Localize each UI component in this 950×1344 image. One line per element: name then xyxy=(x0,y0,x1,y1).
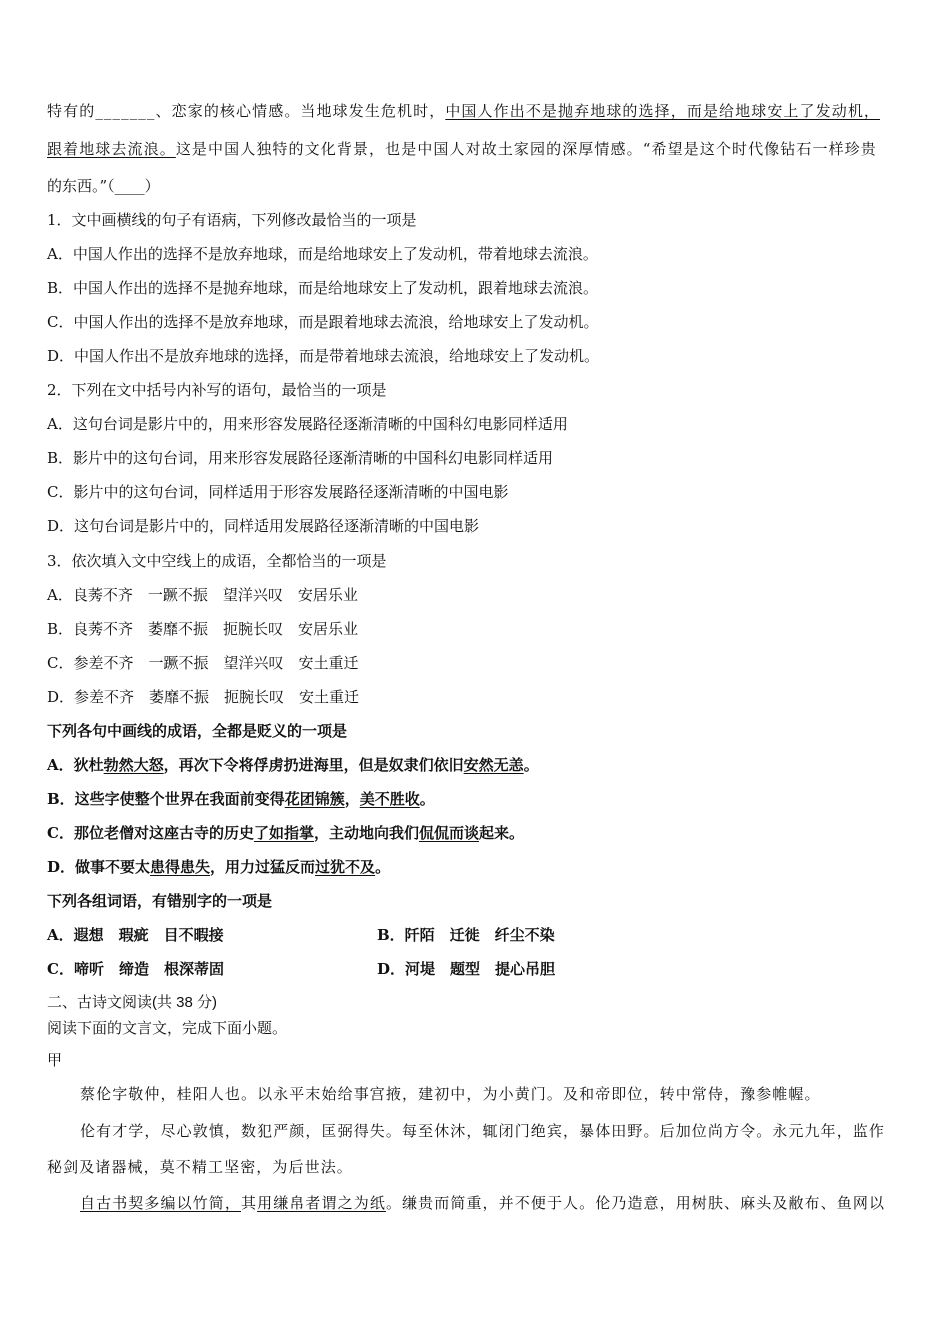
option-text: 。 xyxy=(419,790,435,808)
question-4-stem: 下列各句中画线的成语，全都是贬义的一项是 xyxy=(47,722,348,740)
underlined-sentence: 中国人作出不是抛弃地球的选择，而是给地球安上了发动机， xyxy=(445,102,881,120)
option-text: 。 xyxy=(375,858,391,876)
question-5-stem: 下列各组词语，有错别字的一项是 xyxy=(47,892,273,910)
fill-blank: _______ xyxy=(95,102,156,120)
option-text: 起来。 xyxy=(479,824,525,842)
section-instruction: 阅读下面的文言文，完成下面小题。 xyxy=(47,1019,288,1037)
question-2-option-c: C．影片中的这句台词，同样适用于形容发展路径逐渐清晰的中国电影 xyxy=(47,483,509,501)
question-5-option-d: D．河堤 题型 提心吊胆 xyxy=(377,960,556,978)
option-text: A．狄杜 xyxy=(47,756,104,774)
passage-text: 这是中国人独特的文化背景，也是中国人对故土家园的深厚情感。“希望是这个时代像钻石一样珍贵 xyxy=(175,140,877,158)
question-3-option-a: A．良莠不齐 一蹶不振 望洋兴叹 安居乐业 xyxy=(47,586,358,604)
passage-text: 特有的 xyxy=(47,102,96,120)
underlined-idiom: 了如指掌 xyxy=(253,824,314,842)
classical-paragraph-3 xyxy=(80,1193,885,1213)
passage-line-1 xyxy=(47,101,880,121)
question-2-option-a: A．这句台词是影片中的，用来形容发展路径逐渐清晰的中国科幻电影同样适用 xyxy=(47,415,568,433)
passage-line-2 xyxy=(47,139,877,159)
underlined-sentence: 跟着地球去流浪。 xyxy=(47,140,176,158)
option-text: D．做事不要太 xyxy=(47,858,151,876)
question-4-option-c xyxy=(47,823,524,843)
classical-paragraph-1: 蔡伦字敬仲，桂阳人也。以永平末始给事宫掖，建初中，为小黄门。及和帝即位，转中常侍，豫参帷幄。 xyxy=(80,1085,821,1103)
option-text: C．那位老僧对这座古寺的历史 xyxy=(47,824,254,842)
question-1-option-d: D．中国人作出不是放弃地球的选择，而是带着地球去流浪，给地球安上了发动机。 xyxy=(47,347,600,365)
question-1-option-a: A．中国人作出的选择不是放弃地球，而是给地球安上了发动机，带着地球去流浪。 xyxy=(47,245,598,263)
question-3-option-c: C．参差不齐 一蹶不振 望洋兴叹 安土重迁 xyxy=(47,654,359,672)
question-2-stem: 2．下列在文中括号内补写的语句，最恰当的一项是 xyxy=(47,381,387,399)
underlined-idiom: 安然无恙 xyxy=(463,756,524,774)
underlined-sentence: 自古书契多编以竹简， xyxy=(80,1194,242,1212)
question-1-option-b: B．中国人作出的选择不是抛弃地球，而是给地球安上了发动机，跟着地球去流浪。 xyxy=(47,279,599,297)
question-3-stem: 3．依次填入文中空线上的成语，全都恰当的一项是 xyxy=(47,552,387,570)
question-1-stem: 1．文中画横线的句子有语病，下列修改最恰当的一项是 xyxy=(47,211,417,229)
question-2-option-b: B．影片中的这句台词，用来形容发展路径逐渐清晰的中国科幻电影同样适用 xyxy=(47,449,554,467)
option-text: ，用力过猛反而 xyxy=(210,858,316,876)
question-5-option-a: A．遐想 瑕疵 目不暇接 xyxy=(47,926,224,944)
underlined-idiom: 患得患失 xyxy=(150,858,211,876)
underlined-sentence: 用缣帛者谓之为纸 xyxy=(257,1194,386,1212)
underlined-idiom: 侃侃而谈 xyxy=(418,824,479,842)
question-5-option-b: B．阡陌 迁徙 纤尘不染 xyxy=(377,926,555,944)
option-text: 。 xyxy=(523,756,539,774)
question-3-option-b: B．良莠不齐 萎靡不振 扼腕长叹 安居乐业 xyxy=(47,620,359,638)
underlined-idiom: 勃然大怒 xyxy=(103,756,164,774)
option-text: ， xyxy=(344,790,360,808)
passage-text: 。缣贵而简重，并不便于人。伦乃造意，用树肤、麻头及敝布、鱼网以 xyxy=(385,1194,886,1212)
question-4-option-d xyxy=(47,857,390,877)
question-1-option-c: C．中国人作出的选择不是放弃地球，而是跟着地球去流浪，给地球安上了发动机。 xyxy=(47,313,599,331)
question-5-option-c: C．啼听 缔造 根深蒂固 xyxy=(47,960,224,978)
question-3-option-d: D．参差不齐 萎靡不振 扼腕长叹 安土重迁 xyxy=(47,688,360,706)
question-2-option-d: D．这句台词是影片中的，同样适用发展路径逐渐清晰的中国电影 xyxy=(47,517,480,535)
section-heading: 二、古诗文阅读(共 38 分) xyxy=(47,994,218,1011)
passage-text: 、恋家的核心情感。当地球发生危机时， xyxy=(155,102,446,120)
underlined-idiom: 花团锦簇 xyxy=(284,790,345,808)
passage-label: 甲 xyxy=(47,1051,63,1069)
underlined-idiom: 美不胜收 xyxy=(359,790,420,808)
question-4-option-b xyxy=(47,789,435,809)
option-text: ，再次下令将俘虏扔进海里，但是奴隶们依旧 xyxy=(163,756,464,774)
passage-text: 其 xyxy=(241,1194,258,1212)
passage-line-3: 的东西。”（____） xyxy=(47,177,160,195)
option-text: B．这些字使整个世界在我面前变得 xyxy=(47,790,285,808)
classical-paragraph-2-line-2: 秘剑及诸器械，莫不精工坚密，为后世法。 xyxy=(47,1158,353,1176)
classical-paragraph-2-line-1: 伦有才学，尽心敦慎，数犯严颜，匡弼得失。每至休沐，辄闭门绝宾，暴体田野。后加位尚方令。永元九年，监作 xyxy=(80,1122,886,1140)
option-text: ，主动地向我们 xyxy=(313,824,419,842)
underlined-idiom: 过犹不及 xyxy=(315,858,376,876)
question-4-option-a xyxy=(47,755,539,775)
